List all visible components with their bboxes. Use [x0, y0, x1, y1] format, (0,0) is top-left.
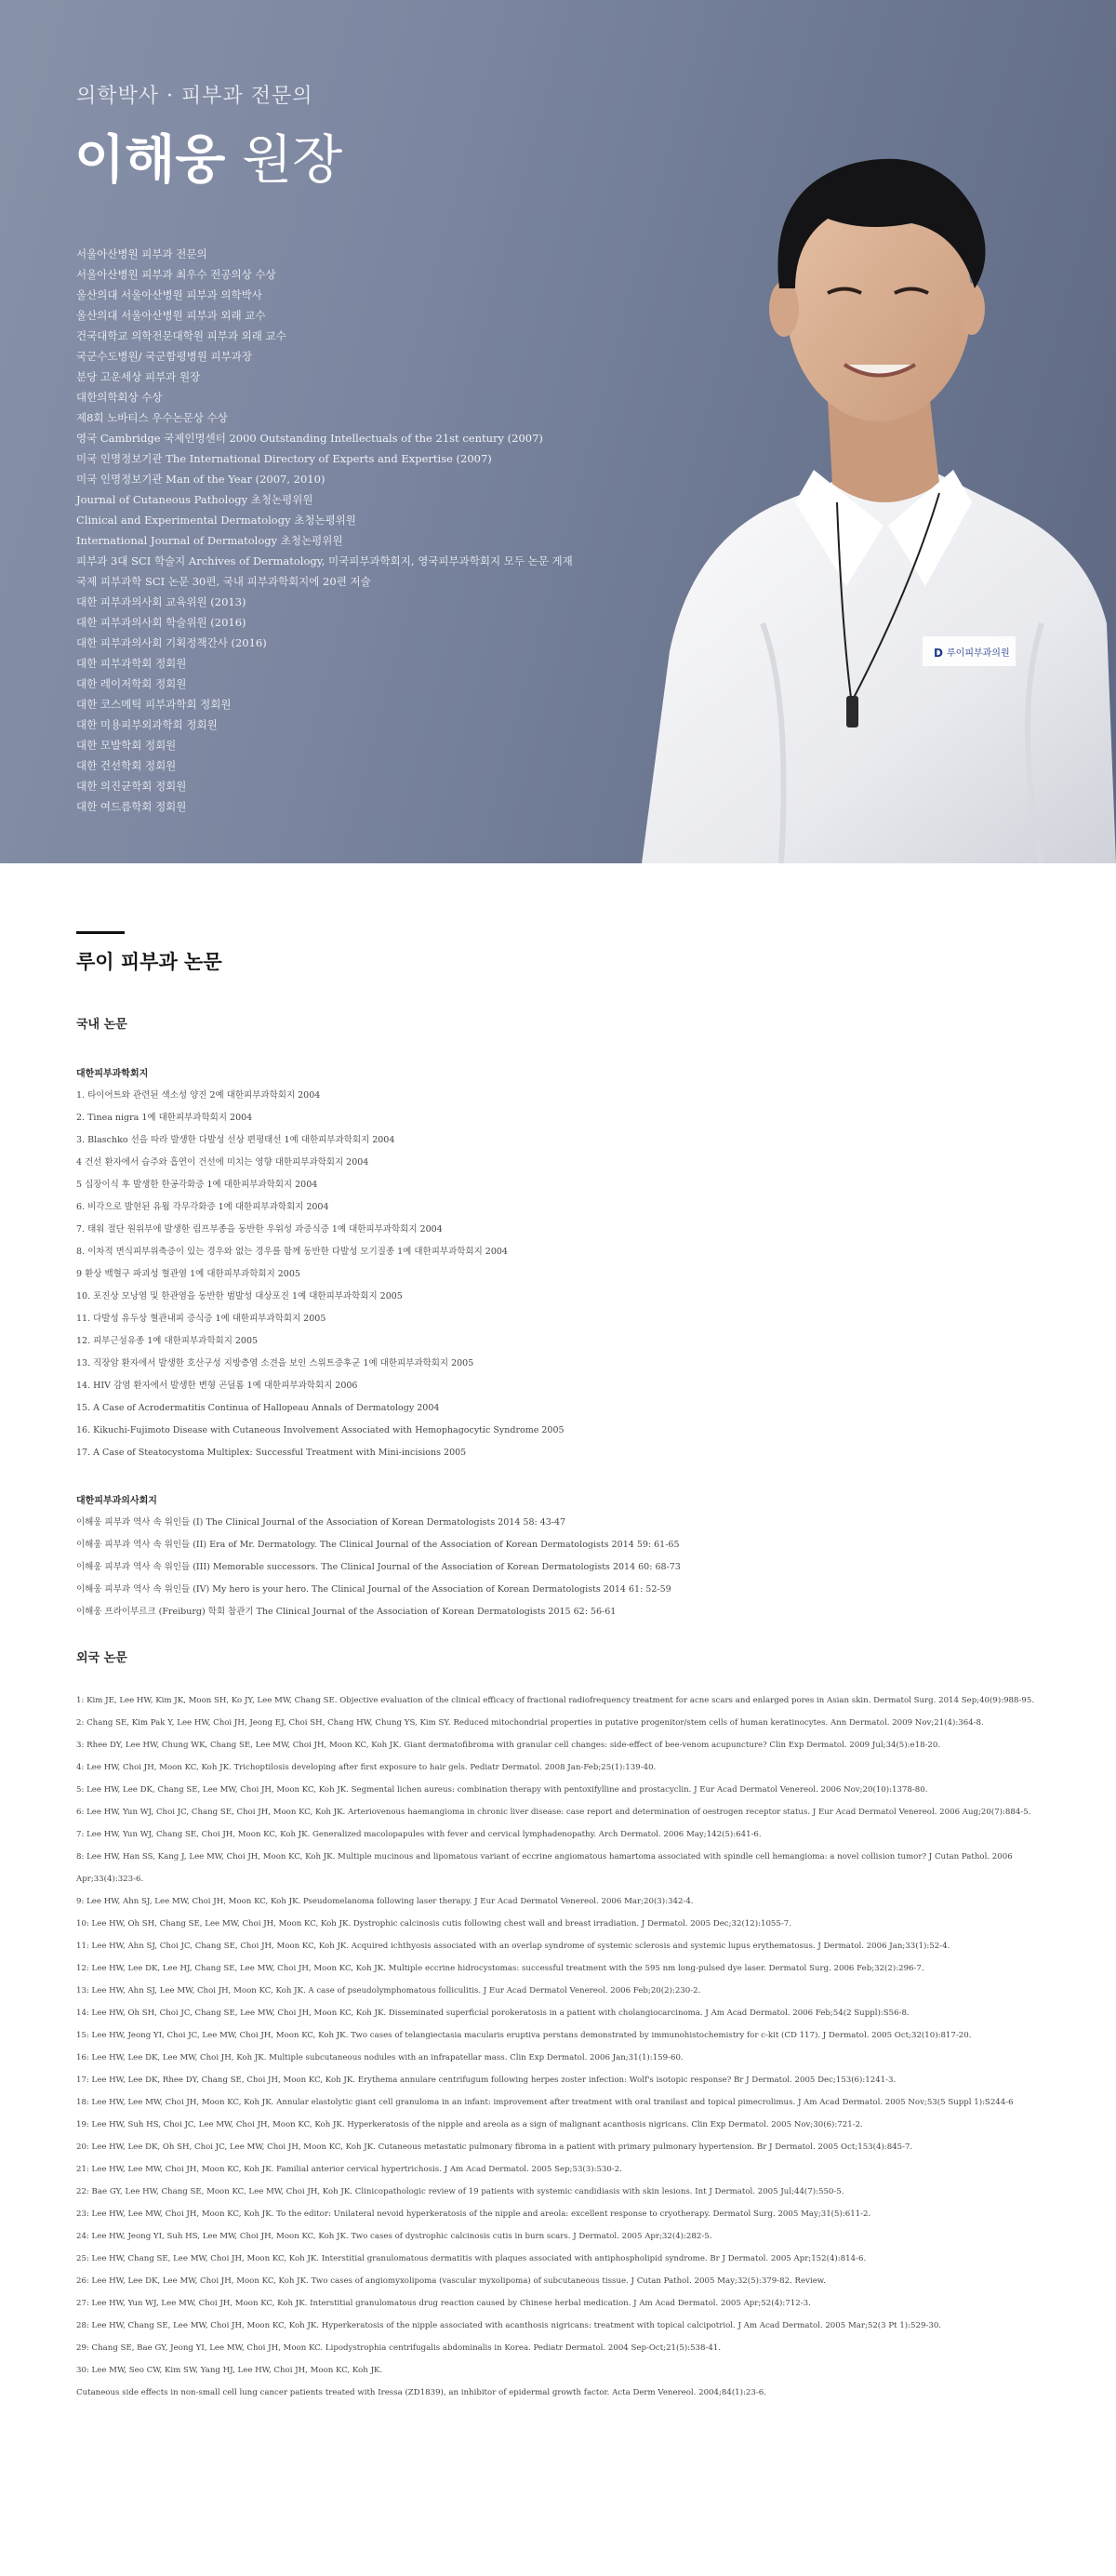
paper-item: 7: Lee HW, Yun WJ, Chang SE, Choi JH, Moon KC, Koh JK. Generalized macolopapules with fever and cervical lymphadenopathy. Arch Dermatol. 2006 May;142(5):641-6.: [76, 1830, 762, 1839]
career-item: 건국대학교 의학전문대학원 피부과 외래 교수: [76, 329, 286, 342]
career-item: 대한의학회상 수상: [76, 391, 163, 404]
paper-item: 10: Lee HW, Oh SH, Chang SE, Lee MW, Choi JH, Moon KC, Koh JK. Dystrophic calcinosis cutis following chest wall and breast irradiation. J Dermatol. 2005 Dec;32(12):1055-7.: [76, 1919, 791, 1929]
paper-item: 17: Lee HW, Lee DK, Rhee DY, Chang SE, Choi JH, Moon KC, Koh JK. Erythema annulare centrifugum following herpes zoster infection: Wolf's isotopic response? Br J Dermatol. 2005 Dec;153(6):1241-3.: [76, 2075, 897, 2085]
paper-item: 4: Lee HW, Choi JH, Moon KC, Koh JK. Trichoptilosis developing after first exposure to hair gels. Pediatr Dermatol. 2008 Jan-Feb;25(1):139-40.: [76, 1763, 657, 1772]
paper-item: Cutaneous side effects in non-small cell lung cancer patients treated with Iressa (ZD1839), an inhibitor of epidermal growth factor. Acta Derm Venereol. 2004;84(1):23-6.: [76, 2388, 766, 2397]
clinic-badge-text: 루이피부과의원: [947, 648, 1010, 659]
career-item: 영국 Cambridge 국제인명센터 2000 Outstanding Intellectuals of the 21st century (2007): [76, 432, 543, 445]
doctor-name-title: 원장: [242, 130, 343, 191]
paper-item: 29: Chang SE, Bae GY, Jeong YI, Lee MW, Choi JH, Moon KC. Lipodystrophia centrifugalis abdominalis in Korea. Pediatr Dermatol. 2004 Sep-Oct;21(5):538-41.: [76, 2343, 722, 2353]
paper-item: 24: Lee HW, Jeong YI, Suh HS, Lee MW, Choi JH, Moon KC, Koh JK. Two cases of dystrophic calcinosis cutis in burn scars. J Dermatol. 2005 Apr;32(4):282-5.: [76, 2232, 712, 2241]
career-item: 대한 미용피부외과학회 정회원: [76, 718, 218, 731]
paper-item: 7. 태워 절단 원위부에 발생한 림프부종을 동반한 우위성 과증식증 1예 대한피부과학회지 2004: [76, 1224, 443, 1235]
doctor-name-bold: 이해웅: [74, 130, 226, 191]
ear-shape: [959, 283, 985, 335]
paper-item: 이해웅 피부과 역사 속 위인들 (II) Era of Mr. Dermatology. The Clinical Journal of the Association of Korean Dermatologists 2014 59: 61-65: [76, 1540, 680, 1550]
career-item: Clinical and Experimental Dermatology 초청논평위원: [76, 514, 356, 527]
career-item: 대한 피부과의사회 교육위원 (2013): [76, 595, 246, 608]
paper-item: 15: Lee HW, Jeong YI, Choi JC, Lee MW, Choi JH, Moon KC, Koh JK. Two cases of telangiectasia macularis eruptiva perstans demonstrated by immunohistochemistry for c-kit (CD 117). J Dermatol. 2005 Oct;32(10):817-20.: [76, 2031, 972, 2040]
kjd-paper-list: [76, 1085, 1043, 1464]
career-item: 분당 고운세상 피부과 원장: [76, 370, 201, 383]
career-item: 미국 인명정보기관 The International Directory of Experts and Expertise (2007): [76, 452, 492, 465]
paper-item: 16: Lee HW, Lee DK, Lee MW, Choi JH, Koh JK. Multiple subcutaneous nodules with an infrapatellar mass. Clin Exp Dermatol. 2006 Jan;31(1):159-60.: [76, 2053, 684, 2062]
career-item: 대한 피부과학회 정회원: [76, 657, 187, 670]
paper-item: 2: Chang SE, Kim Pak Y, Lee HW, Choi JH, Jeong EJ, Choi SH, Chang HW, Chung YS, Kim SY. Reduced mitochondrial properties in putative progenitor/stem cells of human keratinocytes. Ann Dermatol. 2009 Nov;21(4):364-8.: [76, 1718, 984, 1728]
career-item: 미국 인명정보기관 Man of the Year (2007, 2010): [76, 473, 326, 486]
paper-item: 13: Lee HW, Ahn SJ, Lee MW, Choi JH, Moon KC, Koh JK. A case of pseudolymphomatous folliculitis. J Eur Acad Dermatol Venereol. 2006 Feb;20(2):230-2.: [76, 1986, 701, 1995]
foreign-papers-title: 외국 논문: [76, 1651, 127, 1665]
paper-item: 17. A Case of Steatocystoma Multiplex: Successful Treatment with Mini-incisions 2005: [76, 1448, 467, 1458]
paper-item: 5 십장이식 후 발생한 한공각화증 1예 대한피부과학회지 2004: [76, 1180, 318, 1190]
paper-item: 3. Blaschko 선을 따라 발생한 다발성 선상 편평태선 1예 대한피부과학회지 2004: [76, 1135, 395, 1145]
career-item: 피부과 3대 SCI 학술지 Archives of Dermatology, 미국피부과학회지, 영국피부과학회지 모두 논문 게재: [76, 554, 573, 567]
paper-item: 14: Lee HW, Oh SH, Choi JC, Chang SE, Lee MW, Choi JH, Moon KC, Koh JK. Disseminated superficial porokeratosis in a patient with cholangiocarcinoma. J Am Acad Dermatol. 2006 Feb;54(2 Suppl):S56-8.: [76, 2009, 910, 2018]
paper-item: 26: Lee HW, Lee DK, Lee MW, Choi JH, Moon KC, Koh JK. Two cases of angiomyxolipoma (vascular myxolipoma) of subcutaneous tissue. J Cutan Pathol. 2005 May;32(5):379-82. Review.: [76, 2276, 826, 2286]
career-item: 서울아산병원 피부과 전문의: [76, 247, 207, 260]
doctor-name: [74, 119, 342, 194]
foreign-paper-list: [76, 1689, 1043, 2404]
paper-item: 30: Lee MW, Seo CW, Kim SW, Yang HJ, Lee HW, Choi JH, Moon KC, Koh JK.: [76, 2366, 383, 2375]
domestic-papers-title: 국내 논문: [76, 1018, 127, 1032]
career-item: 대한 의진균학회 정회원: [76, 780, 187, 793]
journal-title-kjd: 대한피부과학회지: [76, 1069, 149, 1079]
paper-item: 9: Lee HW, Ahn SJ, Lee MW, Choi JH, Moon KC, Koh JK. Pseudomelanoma following laser therapy. J Eur Acad Dermatol Venereol. 2006 Mar;20(3):342-4.: [76, 1897, 694, 1906]
paper-item: 15. A Case of Acrodermatitis Continua of Hallopeau Annals of Dermatology 2004: [76, 1403, 440, 1413]
paper-item: 8: Lee HW, Han SS, Kang J, Lee MW, Choi JH, Moon KC, Koh JK. Multiple mucinous and lipomatous variant of eccrine angiomatous hamartoma associated with spindle cell hemangioma: a novel collision tumor? J Cutan Pathol. 2006 Apr;33(4):323-6.: [76, 1852, 1013, 1884]
career-item: 대한 모발학회 정회원: [76, 739, 177, 752]
career-item: 대한 코스메틱 피부과학회 정회원: [76, 698, 232, 711]
paper-item: 20: Lee HW, Lee DK, Oh SH, Choi JC, Lee MW, Choi JH, Moon KC, Koh JK. Cutaneous metastatic pulmonary fibroma in a patient with primary pulmonary hypertension. Br J Dermatol. 2005 Oct;153(4):845-7.: [76, 2142, 913, 2152]
paper-item: 12: Lee HW, Lee DK, Lee HJ, Chang SE, Lee MW, Choi JH, Moon KC, Koh JK. Multiple eccrine hidrocystomas: successful treatment with the 595 nm long-pulsed dye laser. Dermatol Surg. 2006 Feb;32(2):296-7.: [76, 1964, 924, 1973]
career-item: 국제 피부과학 SCI 논문 30편, 국내 피부과학회지에 20편 저술: [76, 575, 371, 588]
paper-item: 23: Lee HW, Lee MW, Choi JH, Moon KC, Koh JK. To the editor: Unilateral nevoid hyperkeratosis of the nipple and areola: excellent response to cryotherapy. Dermatol Surg. 2005 May;31(5):611-2.: [76, 2209, 871, 2219]
ear-shape: [769, 281, 799, 337]
career-item: 대한 건선학회 정회원: [76, 759, 177, 772]
paper-item: 8. 이차적 면식피부위축증이 있는 경우와 없는 경우를 함께 동반한 다발성 모기질종 1예 대한피부과학회지 2004: [76, 1247, 508, 1257]
paper-item: 6. 비각으로 발현된 유웜 각무각화증 1예 대한피부과학회지 2004: [76, 1202, 329, 1212]
career-list: [76, 244, 573, 817]
paper-item: 16. Kikuchi-Fujimoto Disease with Cutaneous Involvement Associated with Hemophagocytic Syndrome 2005: [76, 1425, 565, 1435]
paper-item: 9 환상 백혈구 파괴성 혈관염 1예 대한피부과학회지 2005: [76, 1269, 300, 1279]
paper-item: 3: Rhee DY, Lee HW, Chung WK, Chang SE, Lee MW, Choi JH, Moon KC, Koh JK. Giant dermatofibroma with granular cell changes: side-effect of bee-venom acupuncture? Clin Exp Dermatol. 2009 Jul;34(5):e18-20.: [76, 1741, 941, 1750]
career-item: 제8회 노바티스 우수논문상 수상: [76, 411, 228, 424]
doctor-portrait: [604, 102, 1116, 863]
paper-item: 1: Kim JE, Lee HW, Kim JK, Moon SH, Ko JY, Lee MW, Chang SE. Objective evaluation of the clinical efficacy of fractional radiofrequency treatment for acne scars and enlarged pores in Asian skin. Dermatol Surg. 2014 Sep;40(9):988-95.: [76, 1696, 1035, 1705]
paper-item: 19: Lee HW, Suh HS, Choi JC, Lee MW, Choi JH, Moon KC, Koh JK. Hyperkeratosis of the nipple and areola as a sign of malignant acanthosis nigricans. Clin Exp Dermatol. 2005 Nov;30(6):721-2.: [76, 2120, 863, 2129]
lanyard-pendant: [846, 696, 858, 727]
paper-item: 12. 피부근섬유종 1예 대한피부과학회지 2005: [76, 1336, 259, 1346]
paper-item: 이해웅 피부과 역사 속 위인들 (III) Memorable successors. The Clinical Journal of the Association of Korean Dermatologists 2014 60: 68-73: [76, 1562, 681, 1572]
paper-item: 5: Lee HW, Lee DK, Chang SE, Lee MW, Choi JH, Moon KC, Koh JK. Segmental lichen aureus: combination therapy with pentoxifylline and prostacyclin. J Eur Acad Dermatol Venereol. 2006 Nov;20(10):1378-80.: [76, 1785, 928, 1795]
paper-item: 25: Lee HW, Chang SE, Lee MW, Choi JH, Moon KC, Koh JK. Interstitial granulomatous dermatitis with plaques associated with antiphospholipid syndrome. Br J Dermatol. 2005 Apr;152(4):814-6.: [76, 2254, 867, 2263]
section-rule: [76, 931, 125, 934]
doctor-subtitle: 의학박사 · 피부과 전문의: [76, 85, 313, 108]
career-item: 서울아산병원 피부과 최우수 전공의상 수상: [76, 268, 276, 281]
papers-section-title: 루이 피부과 논문: [76, 951, 222, 973]
paper-item: 4 건선 환자에서 습주와 흡연이 건선에 미치는 영향 대한피부과학회지 2004: [76, 1157, 369, 1168]
career-item: 대한 여드름학회 정회원: [76, 800, 187, 813]
paper-item: 18: Lee HW, Lee MW, Choi JH, Moon KC, Koh JK. Annular elastolytic giant cell granuloma in an infant: improvement after treatment with oral tranilast and topical pimecrolimus. J Am Acad Dermatol. 2005 Nov;53(5 Suppl 1):S244-6: [76, 2098, 1014, 2107]
paper-item: 이해웅 피부과 역사 속 위인들 (I) The Clinical Journal of the Association of Korean Dermatologists 2014 58: 43-47: [76, 1517, 566, 1528]
paper-item: 이해웅 피부과 역사 속 위인들 (IV) My hero is your hero. The Clinical Journal of the Association of Korean Dermatologists 2014 61: 52-59: [76, 1584, 671, 1595]
paper-item: 28: Lee HW, Chang SE, Lee MW, Choi JH, Moon KC, Koh JK. Hyperkeratosis of the nipple associated with acanthosis nigricans: treatment with topical calcipotriol. J Am Acad Dermatol. 2005 Mar;52(3 Pt 1):529-30.: [76, 2321, 942, 2330]
paper-item: 11. 다발성 유두상 혈관내피 증식증 1예 대한피부과학회지 2005: [76, 1314, 326, 1324]
career-item: 울산의대 서울아산병원 피부과 외래 교수: [76, 309, 266, 322]
paper-item: 13. 직장암 환자에서 발생한 호산구성 지방층염 소견을 보인 스위트증후군 1예 대한피부과학회지 2005: [76, 1358, 474, 1368]
paper-item: 14. HIV 감염 환자에서 발생한 변형 곤딜롬 1예 대한피부과학회지 2006: [76, 1381, 358, 1391]
career-item: International Journal of Dermatology 초청논평위원: [76, 534, 343, 547]
kad-paper-list: [76, 1512, 1043, 1623]
svg-text:D: D: [934, 647, 943, 660]
doctor-profile-banner: [0, 0, 1116, 863]
papers-content: [76, 1014, 1043, 2404]
career-item: 국군수도병원/ 국군함평병원 피부과장: [76, 350, 252, 363]
career-item: 울산의대 서울아산병원 피부과 의학박사: [76, 288, 262, 301]
paper-item: 이해웅 프라이부르크 (Freiburg) 학회 참관기 The Clinical Journal of the Association of Korean Dermatologists 2015 62: 56-61: [76, 1607, 617, 1617]
paper-item: 2. Tinea nigra 1예 대한피부과학회지 2004: [76, 1113, 253, 1123]
paper-item: 27: Lee HW, Yun WJ, Lee MW, Choi JH, Moon KC, Koh JK. Interstitial granulomatous drug reaction caused by Chinese herbal medication. J Am Acad Dermatol. 2005 Apr;52(4):712-3.: [76, 2299, 811, 2308]
career-item: 대한 피부과의사회 학술위원 (2016): [76, 616, 246, 629]
journal-title-kad: 대한피부과의사회지: [76, 1496, 157, 1506]
career-item: 대한 레이저학회 정회원: [76, 677, 187, 690]
paper-item: 1. 타이어트와 관련된 색소성 양진 2예 대한피부과학회지 2004: [76, 1090, 321, 1101]
paper-item: 10. 포진상 모낭염 및 한관염을 동반한 범발성 대상포진 1예 대한피부과학회지 2005: [76, 1291, 403, 1301]
paper-item: 21: Lee HW, Lee MW, Choi JH, Moon KC, Koh JK. Familial anterior cervical hypertrichosis. J Am Acad Dermatol. 2005 Sep;53(3):530-2.: [76, 2165, 622, 2174]
career-item: 대한 피부과의사회 기획정책간사 (2016): [76, 636, 267, 649]
paper-item: 22: Bae GY, Lee HW, Chang SE, Moon KC, Lee MW, Choi JH, Koh JK. Clinicopathologic review of 19 patients with systemic candidiasis with skin lesions. Int J Dermatol. 2005 Jul;44(7):550-5.: [76, 2187, 844, 2196]
career-item: Journal of Cutaneous Pathology 초청논평위원: [76, 493, 313, 506]
paper-item: 6: Lee HW, Yun WJ, Choi JC, Chang SE, Choi JH, Moon KC, Koh JK. Arteriovenous haemangioma in chronic liver disease: case report and determination of oestrogen receptor status. J Eur Acad Dermatol Venereol. 2006 Aug;20(7):884-5.: [76, 1808, 1031, 1817]
paper-item: 11: Lee HW, Ahn SJ, Choi JC, Chang SE, Choi JH, Moon KC, Koh JK. Acquired ichthyosis associated with an overlap syndrome of systemic sclerosis and systemic lupus erythematosus. J Dermatol. 2006 Jan;33(1):52-4.: [76, 1942, 950, 1951]
